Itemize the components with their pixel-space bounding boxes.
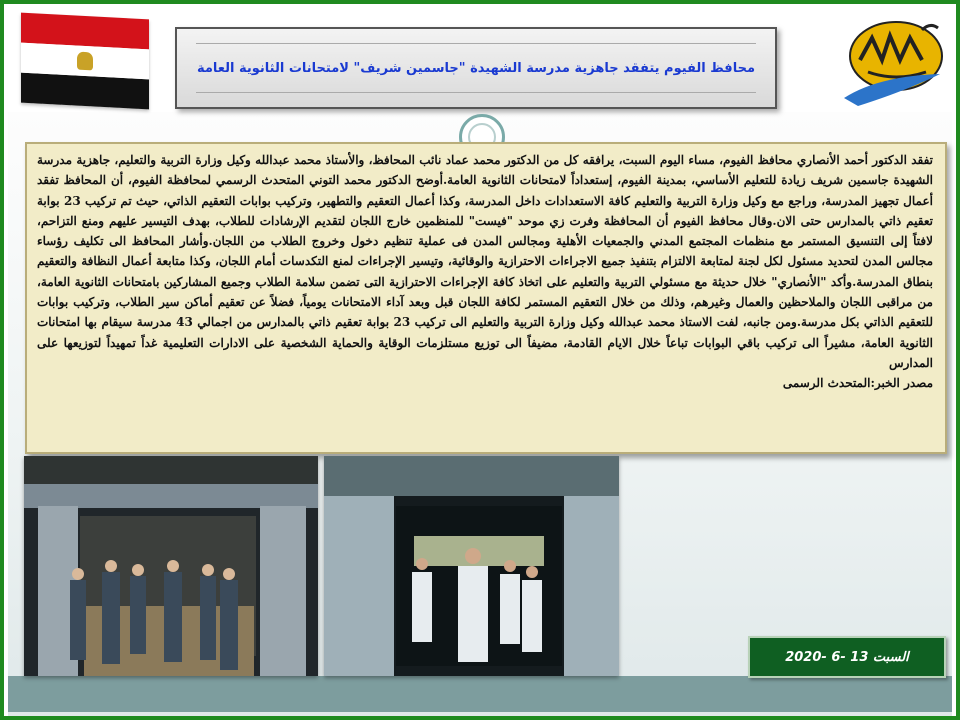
article-panel [25,142,947,454]
date-badge [748,636,946,678]
article-body: تفقد الدكتور أحمد الأنصاري محافظ الفيوم، مساء اليوم السبت، يرافقه كل من الدكتور محمد عماد نائب المحافظ، والأستاذ محمد عبدالله وكيل وزارة التربية والتعليم، جاهزية مدرسة الشهيدة جاسمين شريف زيادة للتعليم الأساسي، بمدينة الفيوم، إستعداداً لامتحانات الثانوية العامة.أوضح الدكتور محمد التوني المتحدث الرسمي لمحافظة الفيوم، أن المحافظ تفقد أعمال تجهيز المدرسة، وراجع مع وكيل وزارة التربية والتعليم كافة الاستعدادات داخل المدرسة، وكذا أعمال التعقيم والتطهير، وتركيب بوابات التعقيم الذاتي، حيث تم تركيب 23 بوابة تعقيم ذاتي بالمدارس حتى الان.وقال محافظ الفيوم أن المحافظة وفرت زي موحد "فيست" للمنظمين خارج اللجان لتقديم الإرشادات للطلاب، بهدف التيسير عليهم ومنع التزاحم، لافتاً إلى التنسيق المستمر مع منظمات المجتمع المدني والجمعيات الأهلية ومجالس المدن فى عملية تنظيم دخول وخروج الطلاب من اللجان.وأشار المحافظ الى تكليف رؤساء مجالس المدن لتحديد مسئول لكل لجنة لمتابعة الالتزام بتنفيذ جميع الاجراءات الاحترازية والوقائية، وتيسير الإجراءات لمنع التكدسات أمام اللجان، وكذا متابعة أعمال النظافة والتعقيم بنطاق المدرسة.وأكد "الأنصاري" خلال حديثة مع مسئولي التربية والتعليم على اتخاذ كافة الإجراءات الاحترازية التى تضمن سلامة الطلاب وجميع المشاركين بامتحانات الثانوية العامة، من مراقبى اللجان والملاحظين والعمال وغيرهم، وذلك من خلال التعقيم المستمر لكافة اللجان قبل وبعد آداء الامتحانات يومياً، فضلاً عن تعقيم أماكن سير الطلاب، وتركيب بوابات للتعقيم الذاتي بكل مدرسة.ومن جانبه، لفت الاستاذ محمد عبدالله وكيل وزارة التربية والتعليم الى تركيب 23 بوابة تعقيم ذاتي بالمدارس من اجمالي 43 مدرسة سيقام بها امتحانات الثانوية العامة، مشيراً الى تركيب باقي البوابات تباعاً خلال الايام القادمة، مضيفاً الى توزيع مستلزمات الوقاية والحماية الشخصية على الادارات التعليمية غداً تمهيداً لتوزيعها على المدارس [37,153,934,370]
governorate-logo [838,16,946,108]
news-source: مصدر الخبر:المتحدث الرسمى [782,376,933,391]
footer-band [8,676,952,712]
headline: محافظ الفيوم يتفقد جاهزية مدرسة الشهيدة "جاسمين شريف" لامتحانات الثانوية العامة [196,60,755,76]
sterilization-gate-photo [24,456,318,676]
governor-inspection-photo [324,456,619,676]
date-label: السبت 13 -6 -2020 [785,649,909,665]
egypt-flag-image [21,13,149,110]
headline-box [175,27,777,109]
eagle-emblem-icon [77,52,93,71]
